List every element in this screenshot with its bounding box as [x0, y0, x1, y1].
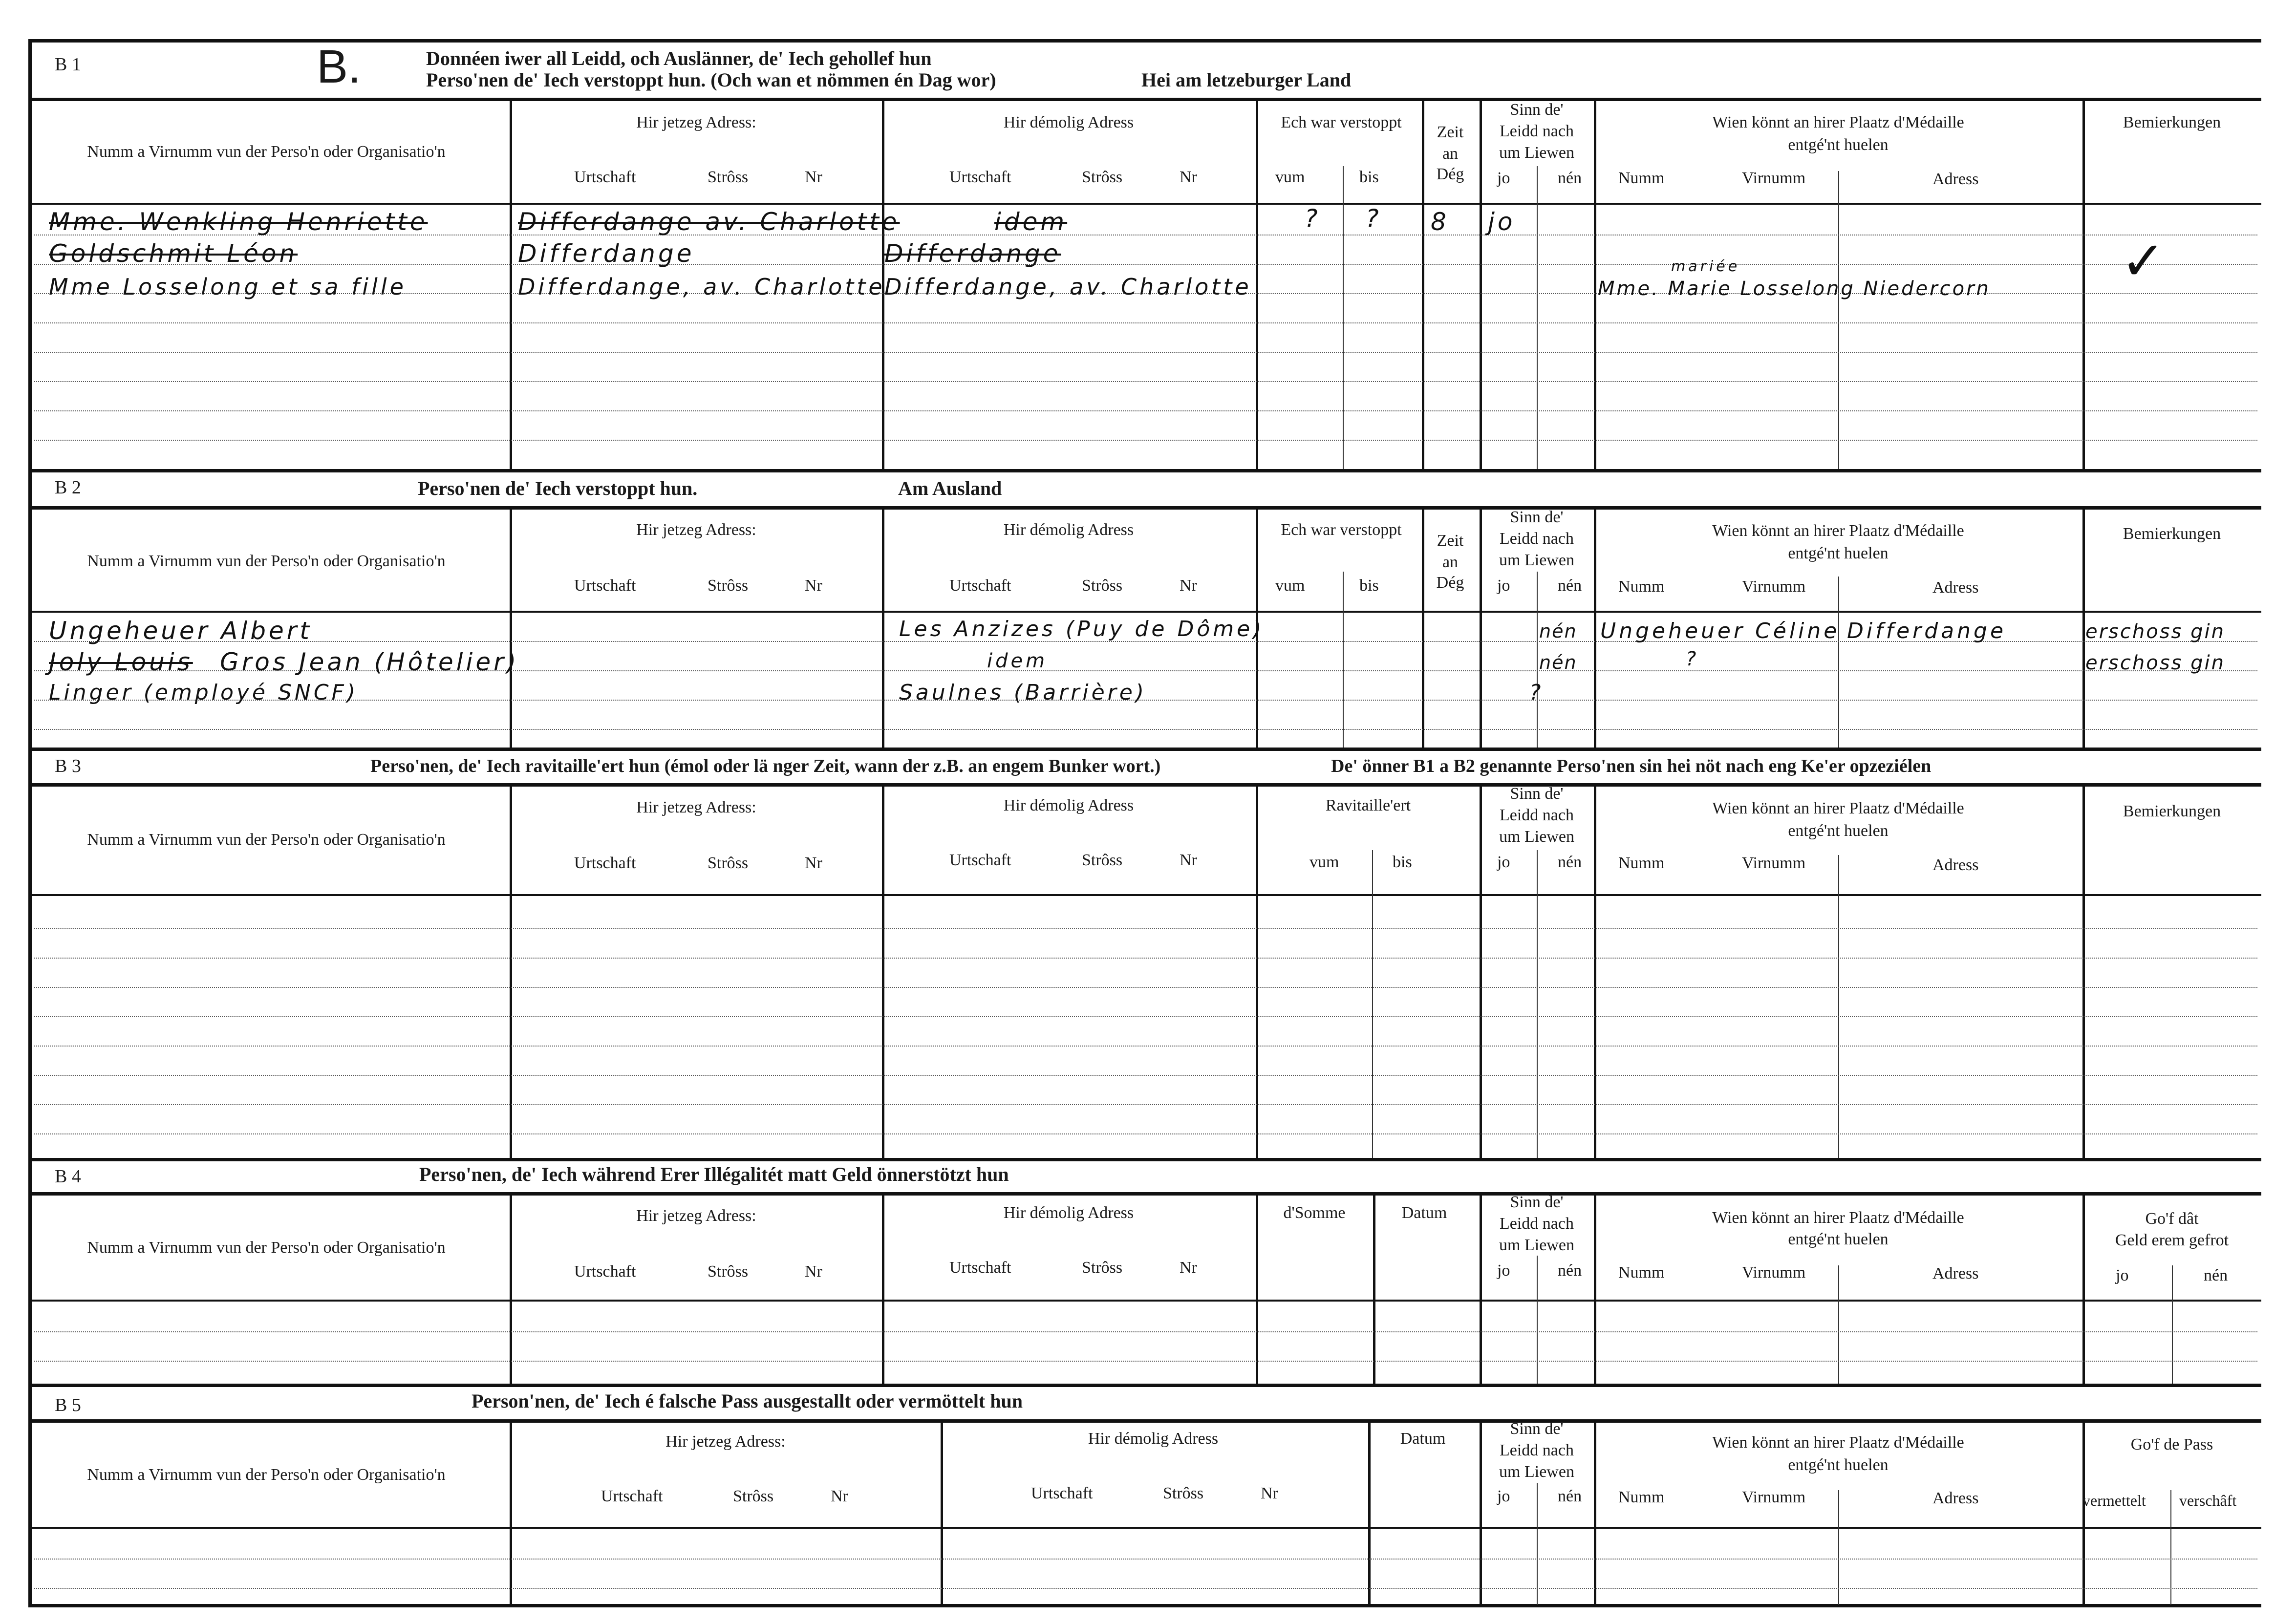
sub-nr: Nr: [1180, 168, 1197, 186]
b5-label: B 5: [55, 1395, 81, 1415]
col-line: [510, 1419, 512, 1605]
col-ravitailleert: Ravitaille'ert: [1325, 796, 1411, 814]
col-alive: Sinn de': [1510, 101, 1564, 119]
dotted-line: [34, 958, 2257, 959]
col-zeit: an: [1442, 553, 1459, 571]
dotted-line: [34, 1104, 2257, 1105]
b1-row1-former: idem: [994, 208, 1068, 236]
sub-bis: bis: [1359, 168, 1379, 186]
b1-row2-addr: Differdange: [518, 239, 695, 268]
b1-row1-alive: jo: [1488, 208, 1516, 236]
b2-row2-remark: erschoss gin: [2085, 652, 2225, 674]
sub-virnumm: Virnumm: [1742, 854, 1806, 872]
sub-nen: nén: [1558, 169, 1582, 187]
col-current-addr: Hir jetzeg Adress:: [636, 798, 756, 816]
col-zeit: Dég: [1436, 574, 1464, 592]
b2-row2-alive: nén: [1539, 652, 1577, 673]
col-line: [1838, 577, 1839, 748]
sub-bis: bis: [1393, 853, 1412, 871]
b2-label: B 2: [55, 477, 81, 498]
sub-jo: jo: [1497, 169, 1510, 187]
col-alive: Sinn de': [1510, 508, 1564, 526]
sub-nr: Nr: [805, 1262, 822, 1281]
col-former-addr: Hir démolig Adress: [1003, 113, 1134, 131]
col-medal: entgé'nt huelen: [1788, 544, 1889, 562]
b2-row1-name: Ungeheuer Albert: [49, 617, 312, 645]
col-remarks: Bemierkungen: [2123, 802, 2221, 820]
header-line2a: Perso'nen de' Iech verstoppt hun. (Och wan et nömmen én Dag wor): [426, 69, 996, 91]
col-former-addr: Hir démolig Adress: [1003, 521, 1134, 539]
sub-virnumm: Virnumm: [1742, 1263, 1806, 1282]
col-alive: Sinn de': [1510, 785, 1564, 803]
col-line: [1480, 1419, 1482, 1605]
rule: [28, 1419, 2261, 1423]
rule: [28, 98, 2261, 101]
col-line: [1256, 1192, 1258, 1384]
b2-title: Perso'nen de' Iech verstoppt hun.: [418, 477, 698, 499]
col-line: [510, 98, 512, 469]
col-line: [1537, 166, 1538, 469]
sub-adress: Adress: [1932, 578, 1979, 597]
rule: [28, 783, 2261, 787]
b3-title: Perso'nen, de' Iech ravitaille'ert hun (émol oder lä nger Zeit, wann der z.B. an engem Bunker wort.): [370, 756, 1161, 776]
col-line: [1256, 98, 1258, 469]
sub-nr: Nr: [1180, 577, 1197, 595]
sub-numm: Numm: [1618, 1488, 1665, 1506]
sub-jo: jo: [1497, 1261, 1510, 1280]
col-medal: entgé'nt huelen: [1788, 136, 1889, 154]
sub-stross: Strôss: [708, 577, 749, 595]
sub-nen: nén: [1558, 1487, 1582, 1505]
sub-nr: Nr: [805, 168, 822, 186]
sub-nr: Nr: [1180, 1259, 1197, 1277]
sub-urtschaft: Urtschaft: [574, 1262, 636, 1281]
dotted-line: [34, 1361, 2257, 1362]
col-line: [882, 506, 884, 748]
col-hidden: Ech war verstoppt: [1281, 521, 1402, 539]
col-name: Numm a Virnumm vun der Perso'n oder Organisatio'n: [87, 1466, 446, 1484]
col-line: [1343, 572, 1344, 748]
sub-bis: bis: [1359, 577, 1379, 595]
sub-vum: vum: [1309, 853, 1339, 871]
sub-jo: jo: [2116, 1266, 2129, 1284]
col-line: [1594, 783, 1596, 1158]
sub-numm: Numm: [1618, 169, 1665, 187]
b2-row3-name: Linger (employé SNCF): [49, 680, 359, 705]
col-medal: Wien könnt an hirer Plaatz d'Médaille: [1712, 1433, 1964, 1452]
b1-row3-name: Mme Losselong et sa fille: [49, 274, 407, 300]
col-former-addr: Hir démolig Adress: [1088, 1430, 1219, 1448]
col-line: [2082, 506, 2085, 748]
col-line: [2082, 783, 2085, 1158]
sub-vum: vum: [1275, 577, 1305, 595]
col-line: [1372, 850, 1373, 1158]
col-zeit: an: [1442, 145, 1459, 163]
col-datum: Datum: [1400, 1430, 1446, 1448]
col-line: [1480, 98, 1482, 469]
header-line2b: Hei am letzeburger Land: [1141, 69, 1352, 91]
b2-row1-medal-addr: Differdange: [1847, 619, 2007, 643]
col-line: [2082, 98, 2085, 469]
dotted-line: [34, 987, 2257, 988]
sub-urtschaft: Urtschaft: [949, 168, 1011, 186]
col-line: [882, 1192, 884, 1384]
b2-row2-former: idem: [987, 650, 1048, 672]
col-line: [1537, 1256, 1538, 1384]
col-medal: entgé'nt huelen: [1788, 822, 1889, 840]
col-alive: Leidd nach: [1500, 122, 1574, 140]
b2-row1-remark: erschoss gin: [2085, 620, 2225, 643]
dotted-line: [34, 322, 2257, 323]
b2-row3-former: Saulnes (Barrière): [899, 680, 1147, 705]
col-medal: Wien könnt an hirer Plaatz d'Médaille: [1712, 1209, 1964, 1227]
sub-stross: Strôss: [733, 1487, 774, 1505]
col-line: [1594, 1419, 1596, 1605]
b3-label: B 3: [55, 756, 81, 776]
col-line: [510, 783, 512, 1158]
dotted-line: [34, 1331, 2257, 1332]
col-name: Numm a Virnumm vun der Perso'n oder Organisatio'n: [87, 552, 446, 570]
b2-row1-alive: nén: [1539, 620, 1577, 642]
sub-virnumm: Virnumm: [1742, 169, 1806, 187]
dotted-line: [34, 729, 2257, 730]
b1-row3-addr: Differdange, av. Charlotte: [518, 274, 885, 300]
sub-verschaft: verschâft: [2179, 1492, 2237, 1509]
dotted-line: [34, 1075, 2257, 1076]
col-datum: Datum: [1401, 1204, 1447, 1222]
col-remarks: Bemierkungen: [2123, 525, 2221, 543]
sub-urtschaft: Urtschaft: [574, 854, 636, 872]
col-alive: um Liewen: [1499, 551, 1574, 569]
sub-numm: Numm: [1618, 854, 1665, 872]
col-alive: Sinn de': [1510, 1193, 1564, 1211]
col-gof: Go'f dât: [2145, 1210, 2199, 1228]
rule: [28, 1158, 2261, 1161]
sub-urtschaft: Urtschaft: [949, 577, 1011, 595]
col-somme: d'Somme: [1283, 1204, 1346, 1222]
col-name: Numm a Virnumm vun der Perso'n oder Organisatio'n: [87, 143, 446, 161]
b1-row1-addr: Differdange av. Charlotte: [518, 208, 900, 236]
col-alive: Leidd nach: [1500, 530, 1574, 548]
section-letter: B.: [317, 41, 361, 93]
b1-label: B 1: [55, 54, 81, 75]
col-line: [1480, 1192, 1482, 1384]
sub-nen: nén: [1558, 1261, 1582, 1280]
dotted-line: [34, 928, 2257, 929]
b1-row3-former: Differdange, av. Charlotte: [884, 274, 1252, 300]
rule: [28, 748, 2261, 751]
sub-urtschaft: Urtschaft: [601, 1487, 663, 1505]
col-zeit: Zeit: [1437, 123, 1464, 141]
b2-subtitle: Am Ausland: [898, 477, 1002, 499]
rule: [28, 611, 2261, 613]
sub-stross: Strôss: [708, 854, 749, 872]
sub-adress: Adress: [1932, 1489, 1979, 1507]
col-alive: Sinn de': [1510, 1420, 1564, 1438]
dotted-line: [34, 1559, 2257, 1560]
col-current-addr: Hir jetzeg Adress:: [636, 521, 756, 539]
col-line: [2082, 1192, 2085, 1384]
b1-row3-medal: Mme. Marie Losselong Niedercorn: [1598, 278, 1991, 300]
col-current-addr: Hir jetzeg Adress:: [636, 1207, 756, 1225]
rule: [28, 506, 2261, 510]
dotted-line: [34, 352, 2257, 353]
col-former-addr: Hir démolig Adress: [1003, 1204, 1134, 1222]
b2-row2-name-struck: Joly Louis: [49, 648, 193, 676]
col-current-addr: Hir jetzeg Adress:: [636, 113, 756, 131]
sub-urtschaft: Urtschaft: [949, 1259, 1011, 1277]
col-line: [1422, 98, 1424, 469]
col-alive: um Liewen: [1499, 828, 1574, 846]
header-line1: Donnéen iwer all Leidd, och Auslänner, de' Iech gehollef hun: [426, 47, 932, 69]
col-zeit: Zeit: [1437, 532, 1464, 550]
sub-stross: Strôss: [708, 1262, 749, 1281]
col-medal: entgé'nt huelen: [1788, 1456, 1889, 1474]
b2-row1-former: Les Anzizes (Puy de Dôme): [899, 617, 1265, 641]
sub-nr: Nr: [1180, 851, 1197, 869]
col-line: [1368, 1419, 1371, 1605]
sub-nr: Nr: [805, 854, 822, 872]
sub-stross: Strôss: [708, 168, 749, 186]
b2-row1-medal-name: Ungeheuer Céline: [1600, 619, 1840, 643]
col-line: [1838, 171, 1839, 469]
col-former-addr: Hir démolig Adress: [1003, 796, 1134, 814]
col-line: [1256, 783, 1258, 1158]
rule: [28, 1192, 2261, 1196]
col-medal: Wien könnt an hirer Plaatz d'Médaille: [1712, 522, 1964, 540]
col-line: [510, 506, 512, 748]
sub-stross: Strôss: [1082, 851, 1123, 869]
sub-virnumm: Virnumm: [1742, 1488, 1806, 1506]
col-line: [1594, 506, 1596, 748]
sub-virnumm: Virnumm: [1742, 577, 1806, 596]
col-line: [1537, 850, 1538, 1158]
col-line: [1537, 1483, 1538, 1605]
dotted-line: [34, 410, 2257, 411]
rule: [28, 1384, 2261, 1387]
b1-row1-to: ?: [1366, 204, 1382, 233]
col-alive: Leidd nach: [1500, 1441, 1574, 1459]
col-line: [882, 783, 884, 1158]
dotted-line: [34, 1133, 2257, 1134]
sub-numm: Numm: [1618, 577, 1665, 596]
sub-urtschaft: Urtschaft: [574, 168, 636, 186]
sub-vum: vum: [1275, 168, 1305, 186]
col-line: [1480, 783, 1482, 1158]
col-name: Numm a Virnumm vun der Perso'n oder Organisatio'n: [87, 1239, 446, 1257]
sub-nen: nén: [1558, 577, 1582, 595]
rule: [28, 1527, 2261, 1529]
b4-title: Perso'nen, de' Iech während Erer Illégalitét matt Geld önnerstötzt hun: [419, 1163, 1009, 1185]
col-hidden: Ech war verstoppt: [1281, 113, 1402, 131]
col-medal: entgé'nt huelen: [1788, 1230, 1889, 1248]
col-alive: um Liewen: [1499, 144, 1574, 162]
sub-adress: Adress: [1932, 1264, 1979, 1282]
sub-stross: Strôss: [1163, 1484, 1204, 1502]
dotted-line: [34, 1016, 2257, 1017]
b5-title: Person'nen, de' Iech é falsche Pass ausgestallt oder vermöttelt hun: [472, 1390, 1023, 1412]
check-icon: ✓: [2121, 230, 2169, 292]
b1-row1-days: 8: [1431, 208, 1449, 236]
col-name: Numm a Virnumm vun der Perso'n oder Organisatio'n: [87, 831, 446, 849]
dotted-line: [34, 1588, 2257, 1589]
col-line: [2082, 1419, 2085, 1605]
sub-nen: nén: [1558, 853, 1582, 871]
col-alive: um Liewen: [1499, 1236, 1574, 1254]
col-gof: Geld erem gefrot: [2115, 1231, 2229, 1249]
b1-row2-former: Differdange: [884, 239, 1061, 268]
col-line: [1480, 506, 1482, 748]
rule: [28, 1300, 2261, 1302]
sub-nen: nén: [2204, 1266, 2228, 1284]
sub-jo: jo: [1497, 853, 1510, 871]
col-line: [2172, 1265, 2173, 1384]
col-line: [1537, 572, 1538, 748]
col-medal: Wien könnt an hirer Plaatz d'Médaille: [1712, 113, 1964, 131]
sub-jo: jo: [1497, 1487, 1510, 1505]
b1-row1-from: ?: [1305, 204, 1321, 233]
dotted-line: [34, 264, 2257, 265]
sub-vermettelt: vermettelt: [2082, 1492, 2146, 1509]
dotted-line: [34, 381, 2257, 382]
col-line: [941, 1419, 943, 1605]
col-line: [1594, 1192, 1596, 1384]
col-alive: um Liewen: [1499, 1463, 1574, 1481]
sub-stross: Strôss: [1082, 1259, 1123, 1277]
sub-jo: jo: [1497, 577, 1510, 595]
col-line: [1343, 166, 1344, 469]
col-line: [1838, 855, 1839, 1158]
sub-numm: Numm: [1618, 1263, 1665, 1282]
sub-nr: Nr: [805, 577, 822, 595]
sub-nr: Nr: [831, 1487, 848, 1505]
rule: [28, 894, 2261, 896]
b4-label: B 4: [55, 1166, 81, 1187]
col-remarks: Bemierkungen: [2123, 113, 2221, 131]
b1-row3-medal-note: mariée: [1671, 258, 1740, 275]
sub-stross: Strôss: [1082, 168, 1123, 186]
sub-stross: Strôss: [1082, 577, 1123, 595]
col-line: [1422, 506, 1424, 748]
sub-urtschaft: Urtschaft: [1031, 1484, 1093, 1502]
col-line: [1594, 98, 1596, 469]
sub-adress: Adress: [1932, 170, 1979, 188]
b1-row1-name: Mme. Wenkling Henriette: [49, 208, 428, 236]
dotted-line: [34, 1046, 2257, 1047]
b2-row2-medal-name: ?: [1686, 648, 1699, 670]
rule: [28, 203, 2261, 205]
col-zeit: Dég: [1436, 165, 1464, 183]
col-line: [1838, 1265, 1839, 1384]
col-medal: Wien könnt an hirer Plaatz d'Médaille: [1712, 799, 1964, 817]
sub-urtschaft: Urtschaft: [949, 851, 1011, 869]
col-pass: Go'f de Pass: [2130, 1435, 2213, 1453]
col-current-addr: Hir jetzeg Adress:: [665, 1432, 786, 1451]
b3-title2: De' önner B1 a B2 genannte Perso'nen sin hei nöt nach eng Ke'er opzeziélen: [1331, 756, 1932, 776]
sub-nr: Nr: [1261, 1484, 1278, 1502]
dotted-line: [34, 440, 2257, 441]
rule: [28, 469, 2261, 472]
b2-row3-alive: ?: [1529, 680, 1544, 705]
col-alive: Leidd nach: [1500, 806, 1574, 824]
b2-row2-name: Gros Jean (Hôtelier): [220, 648, 519, 676]
sub-urtschaft: Urtschaft: [574, 577, 636, 595]
col-alive: Leidd nach: [1500, 1215, 1574, 1233]
col-line: [1373, 1192, 1375, 1384]
sub-adress: Adress: [1932, 856, 1979, 874]
b1-row2-name: Goldschmit Léon: [49, 239, 298, 268]
col-line: [510, 1192, 512, 1384]
